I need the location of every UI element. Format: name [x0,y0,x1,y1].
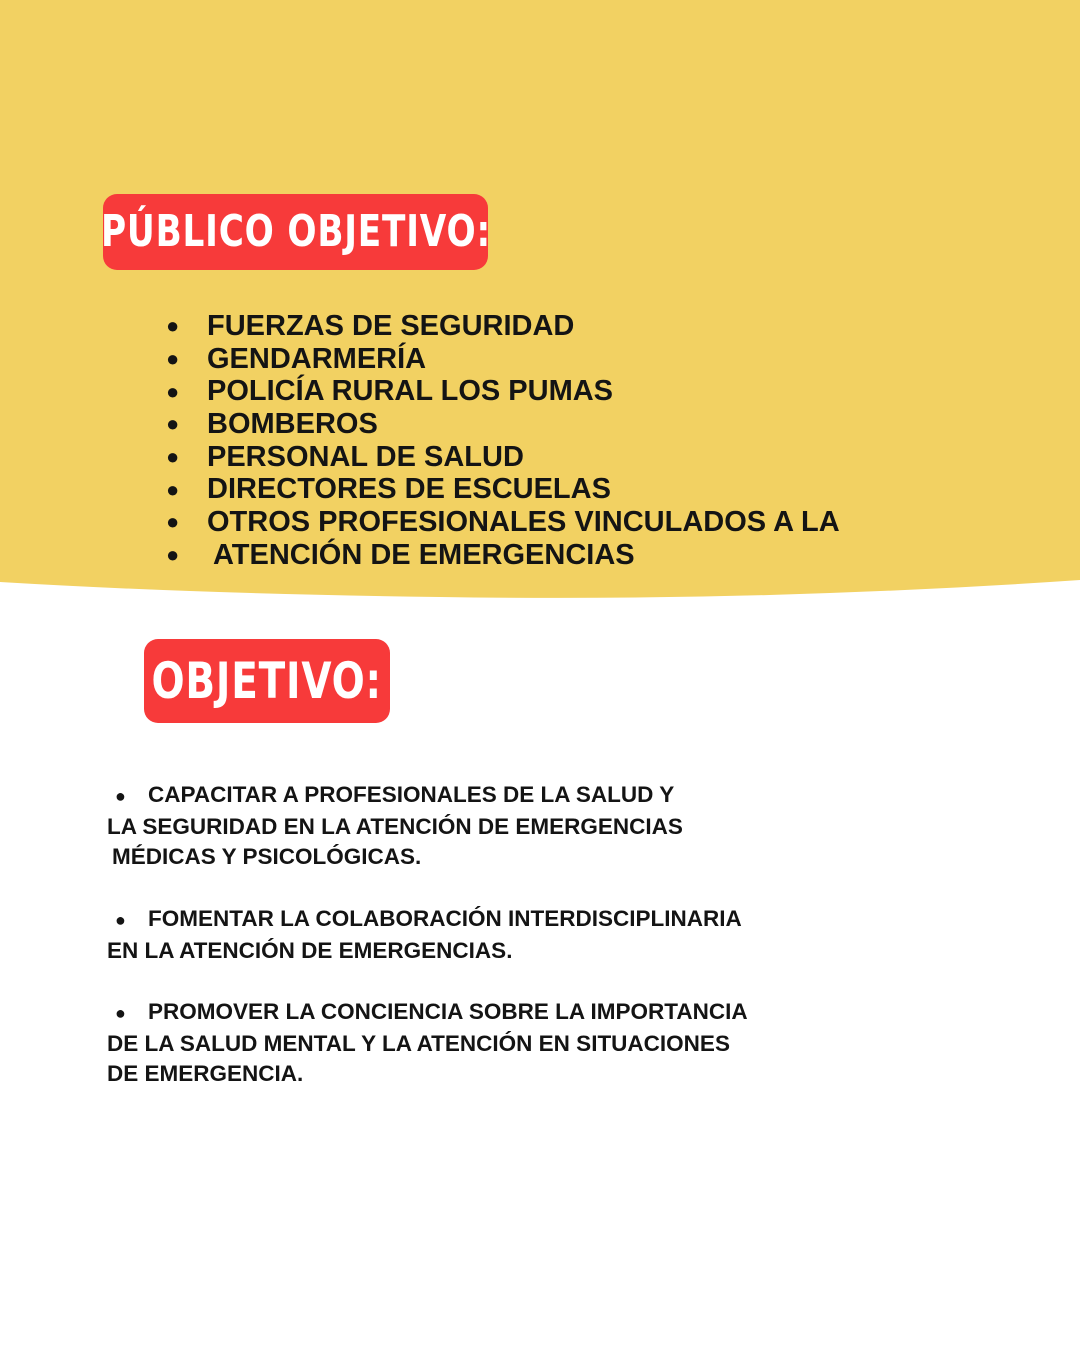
objective-line: DE EMERGENCIA. [107,1061,304,1087]
objective-item [107,997,1007,1090]
objetivo-heading [144,639,390,723]
bullet-icon: ● [166,411,180,437]
bullet-icon: ● [166,313,180,339]
objective-item [107,904,1007,966]
objectives-list [107,780,1007,1121]
list-item [166,375,840,408]
list-item [166,539,840,572]
bullet-icon: ● [115,1002,126,1023]
audience-list [166,310,840,572]
list-item [166,441,840,474]
bullet-icon: ● [166,346,180,372]
bullet-icon: ● [115,786,126,806]
objective-line: LA SEGURIDAD EN LA ATENCIÓN DE EMERGENCIAS [107,813,683,839]
list-item-text: DIRECTORES DE ESCUELAS [207,473,611,506]
objective-item [107,780,1007,873]
bullet-icon: ● [166,378,180,404]
objective-line: DE LA SALUD MENTAL Y LA ATENCIÓN EN SITUACIONES [107,1030,730,1056]
list-item-text: GENDARMERÍA [207,342,427,375]
list-item [166,473,840,506]
list-item-text: FUERZAS DE SEGURIDAD [207,309,575,342]
list-item-text: BOMBEROS [207,407,378,440]
publico-objetivo-heading-text: PÚBLICO OBJETIVO: [100,206,491,257]
list-item [166,506,840,539]
objective-line-text: PROMOVER LA CONCIENCIA SOBRE LA IMPORTANCIA [148,998,748,1024]
list-item-text: OTROS PROFESIONALES VINCULADOS A LA [207,505,840,538]
objective-line [107,997,1007,1029]
objective-line: EN LA ATENCIÓN DE EMERGENCIAS. [107,937,513,963]
publico-objetivo-heading [100,194,491,270]
list-item-text: ATENCIÓN DE EMERGENCIAS [213,538,635,571]
bullet-icon: ● [166,509,180,535]
list-item [166,408,840,441]
list-item [166,310,840,343]
objective-line: MÉDICAS Y PSICOLÓGICAS. [112,844,422,870]
objective-line-text: FOMENTAR LA COLABORACIÓN INTERDISCIPLINARIA [148,905,742,931]
bullet-icon: ● [166,444,180,470]
list-item-text: POLICÍA RURAL LOS PUMAS [207,375,614,408]
list-item-text: PERSONAL DE SALUD [207,440,524,473]
bullet-icon: ● [166,542,180,568]
objective-line [107,780,1007,812]
bullet-icon: ● [166,476,180,502]
list-item [166,343,840,376]
bullet-icon: ● [115,909,126,930]
objetivo-heading-text: OBJETIVO: [151,652,383,710]
objective-line-text: CAPACITAR A PROFESIONALES DE LA SALUD Y [148,782,675,807]
objective-line [107,904,1007,936]
